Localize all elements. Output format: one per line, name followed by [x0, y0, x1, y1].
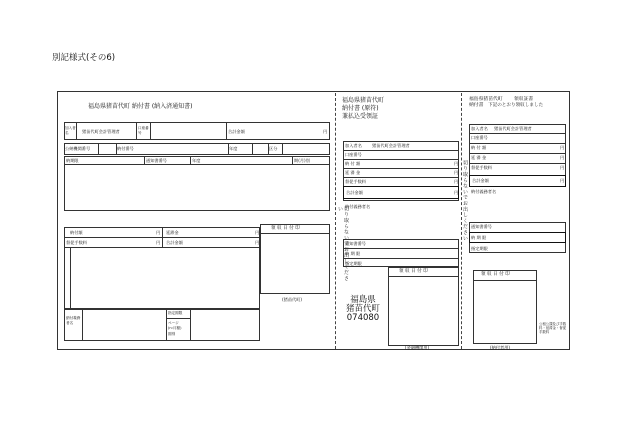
mid-supervisor-yen: 円	[454, 179, 459, 184]
left-period-label: 期(月)別	[294, 158, 310, 163]
left-area-note: (n:月額)	[168, 326, 182, 330]
mid-org2: 猪苗代町	[345, 304, 380, 314]
left-nendo-label: 年度	[192, 158, 201, 163]
right-subtitle: 納付書	[469, 103, 484, 108]
perforation-left	[335, 93, 336, 349]
mid-due-date-label: 指定期限	[345, 261, 362, 266]
mid-supervisor-fee-label: 督促手数料	[345, 179, 366, 184]
mid-payer-name-label: 納付義務者名	[345, 204, 371, 209]
mid-title: 福島県猪苗代町	[342, 97, 385, 104]
mid-cut-note-right: 切り取らないでお出しください	[462, 160, 468, 242]
right-payment-yen: 円	[560, 145, 565, 150]
mid-sum-label: 合計金額	[346, 190, 363, 195]
mid-account-label: 口座番号	[345, 152, 362, 157]
right-stamp-label: 領収証書	[514, 97, 534, 102]
left-total-yen: 円	[323, 129, 328, 134]
mid-arrears-yen: 円	[454, 170, 459, 175]
left-supervisor-yen: 円	[156, 240, 161, 245]
left-due-date-label: 指定期限	[168, 311, 183, 315]
right-notice-no-label: 通知書番号	[471, 224, 492, 229]
left-title: 福島県猪苗代町 納付書 (納入済通知書)	[88, 103, 193, 110]
left-payment-yen: 円	[156, 230, 161, 235]
left-total-label: 合計金額	[228, 129, 245, 134]
mid-payment-amount-label: 納 付 額	[345, 161, 361, 166]
left-due-label: 納期限	[66, 158, 79, 163]
mid-cut-note-left: 切り取らないでお出しください	[337, 206, 349, 282]
left-payer-label: 加入者名	[65, 126, 76, 135]
left-category-label: 区分	[269, 146, 278, 151]
left-institution-label: 公納機関番号	[65, 146, 91, 151]
left-payer-value: 猪苗代町会計管理者	[82, 129, 120, 134]
right-arrears-label: 延 滞 金	[471, 155, 487, 160]
left-town-office: (猪苗代町)	[282, 297, 303, 302]
left-sum-yen: 円	[255, 240, 260, 245]
right-due-date-label: 指定期限	[471, 246, 488, 251]
right-payer-name-label: 納付義務者名	[471, 189, 497, 194]
mid-org-code: 074080	[346, 313, 380, 323]
right-receipt-stamp-box	[473, 270, 537, 344]
right-payer-copy: (納付者用)	[490, 345, 511, 350]
right-account-label: 口座番号	[471, 135, 488, 140]
left-receipt-stamp-box	[260, 224, 330, 294]
right-payer-value: 猪苗代町会計管理者	[494, 126, 532, 131]
right-arrears-yen: 円	[560, 155, 565, 160]
right-note: 公租公課及び手数料・延滞金・督促手数料	[539, 322, 567, 334]
left-receipt-stamp-label: 領 収 日 付 印	[271, 226, 300, 231]
left-arrears-label: 延滞金	[166, 230, 179, 235]
left-payment-amount-label: 納付額	[70, 230, 83, 235]
mid-receipt-stamp-box	[388, 267, 459, 346]
left-supervisor-fee-label: 督促手数料	[66, 240, 87, 245]
right-sum-label: 合計金額	[472, 178, 489, 183]
mid-arrears-label: 延 滞 金	[345, 170, 361, 175]
mid-receipt-stamp-label: 領 収 日 付 印	[399, 269, 428, 274]
right-title: 福島県猪苗代町	[469, 97, 503, 102]
mid-subtitle: 納付書 (原符)	[342, 105, 379, 112]
right-supervisor-yen: 円	[560, 165, 565, 170]
mid-notice-no-label: 通知書番号	[345, 241, 366, 246]
mid-payer-label: 加入者名	[345, 143, 362, 148]
right-receipt-stamp-label: 領 収 日 付 印	[481, 272, 510, 277]
right-pay-period-label: 納 期 限	[471, 235, 487, 240]
left-payer-block	[64, 309, 260, 341]
left-sum-label: 合計金額	[166, 240, 183, 245]
left-kind-note: 期別	[168, 332, 176, 336]
left-notice-no-label: 通知書番号	[146, 158, 167, 163]
right-notice: 下記のとおり領収しました	[488, 103, 544, 108]
right-sum-yen: 円	[560, 178, 565, 183]
left-fiscal-year-label: 年度	[229, 146, 238, 151]
left-institution-row	[64, 143, 330, 155]
left-page-note: ページ	[168, 321, 179, 325]
mid-subtitle2: 兼払込受領証	[342, 113, 379, 120]
mid-bank-stamp: (金融機関用)	[405, 345, 430, 350]
mid-payer-value: 猪苗代町会計管理者	[372, 143, 410, 148]
right-payment-amount-label: 納 付 額	[471, 145, 487, 150]
left-arrears-yen: 円	[255, 230, 260, 235]
left-payer-name-label: 納付義務者名	[66, 316, 81, 325]
left-account-label: 口座番号	[138, 126, 149, 135]
left-payment-no-label: 納付番号	[117, 146, 134, 151]
mid-pay-period-label: 納 期 限	[345, 251, 361, 256]
right-payer-label: 加入者名	[471, 126, 488, 131]
document-heading: 別記様式(その6)	[52, 53, 116, 63]
mid-org: 福島県	[350, 295, 376, 305]
mid-sum-yen: 円	[454, 190, 459, 195]
right-supervisor-fee-label: 督促手数料	[471, 165, 492, 170]
mid-payment-yen: 円	[454, 161, 459, 166]
